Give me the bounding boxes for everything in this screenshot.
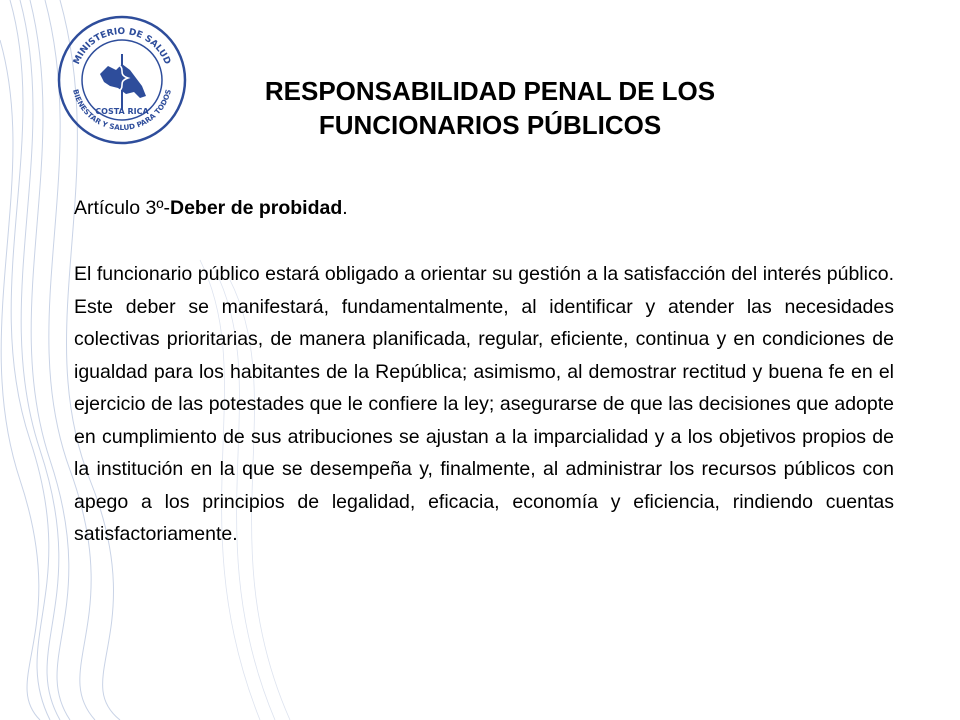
article-number: Artículo 3º- bbox=[74, 197, 170, 219]
title-line-2: FUNCIONARIOS PÚBLICOS bbox=[318, 110, 662, 140]
page-title bbox=[200, 74, 780, 142]
article-suffix: . bbox=[342, 197, 348, 219]
article-name: Deber de probidad bbox=[170, 197, 343, 219]
logo-text-country: COSTA RICA bbox=[95, 107, 149, 116]
logo-text-bottom: BIENESTAR Y SALUD PARA TODOS bbox=[71, 88, 173, 133]
article-body: El funcionario público estará obligado a orientar su gestión a la satisfacción del interés público. Este deber se manifestará, fundamentalmente, al identificar y atender las necesidades colectivas prioritarias, de manera planificada, regular, eficiente, continua y en condiciones de igualdad para los habitantes de la República; asimismo, al demostrar rectitud y buena fe en el ejercicio de las potestades que le confiere la ley; asegurarse de que las decisiones que adopte en cumplimiento de sus atribuciones se ajustan a la imparcialidad y a los objetivos propios de la institución en la que se desempeña y, finalmente, al administrar los recursos públicos con apego a los principios de legalidad, eficacia, economía y eficiencia, rindiendo cuentas satisfactoriamente. bbox=[74, 263, 894, 545]
article-heading bbox=[74, 196, 348, 220]
title-line-1: RESPONSABILIDAD PENAL DE LOS bbox=[264, 76, 716, 106]
ministerio-de-salud-logo bbox=[56, 14, 188, 146]
logo-text-top: MINISTERIO DE SALUD bbox=[71, 26, 173, 67]
